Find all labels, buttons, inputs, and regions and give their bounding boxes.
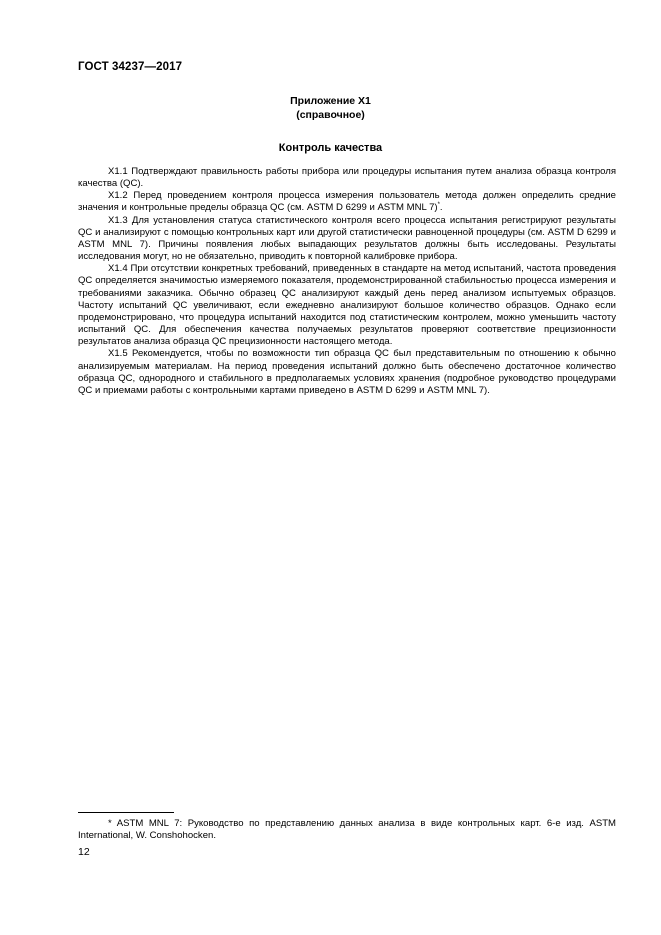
appendix-heading — [0, 94, 661, 122]
paragraph-x1-1: Х1.1 Подтверждают правильность работы прибора или процедуры испытания путем анализа образца контроля качества (QC). — [78, 166, 616, 190]
paragraph-x1-2-end: . — [439, 202, 443, 214]
appendix-title: Приложение Х1 — [290, 95, 371, 107]
footnote-divider — [78, 812, 174, 813]
section-title: Контроль качества — [278, 142, 383, 154]
body-text — [78, 166, 616, 397]
paragraph-x1-5: Х1.5 Рекомендуется, чтобы по возможности тип образца QC был представительным по отношению к обычно анализируемым материалам. На период проведения испытаний должно быть обеспечено достаточное количество образца QC, однородного и стабильного в предполагаемых условиях хранения (подробное руководство процедурами QC и приемами работы с контрольными картами приведено в ASTM D 6299 и ASTM MNL 7). — [78, 348, 616, 396]
paragraph-x1-2-text: Х1.2 Перед проведением контроля процесса измерения пользователь метода должен определить средние значения и контрольные пределы образца QC (см. ASTM D 6299 и ASTM MNL 7) — [78, 190, 616, 214]
appendix-subtitle: (справочное) — [296, 109, 365, 121]
paragraph-x1-4: Х1.4 При отсутствии конкретных требований, приведенных в стандарте на метод испытаний, частота проведения QC определяется значимостью измеряемого показателя, продемонстрированной стабильностью процесса измерения и требованиями заказчика. Обычно образец QC анализируют каждый день перед анализом испытуемых образцов. Частоту испытаний QC увеличивают, если ежедневно анализируют большое количество образцов. Однако если продемонстрировано, что процедура испытаний находится под статистическим контролем, можно уменьшить частоту испытаний QC. Для обеспечения качества получаемых результатов проверяют соответствие прецизионности результатов анализа образца QC прецизионности настоящего метода. — [78, 263, 616, 348]
page-number: 12 — [78, 846, 90, 858]
footnote-marker: * — [437, 202, 440, 209]
document-code-header: ГОСТ 34237—2017 — [78, 61, 183, 73]
paragraph-x1-2 — [78, 190, 616, 214]
footnote-text: * ASTM MNL 7: Руководство по представлению данных анализа в виде контрольных карт. 6-е изд. ASTM International, W. Conshohocken. — [78, 818, 616, 842]
paragraph-x1-3: Х1.3 Для установления статуса статистического контроля всего процесса испытания регистрируют результаты QC и анализируют с помощью контрольных карт или другой статистически равноценной процедуры (см. ASTM D 6299 и ASTM MNL 7). Причины появления любых выпадающих результатов должны быть исследованы. Результаты исследования могут, но не обязательно, приводить к повторной калибровке прибора. — [78, 214, 616, 263]
